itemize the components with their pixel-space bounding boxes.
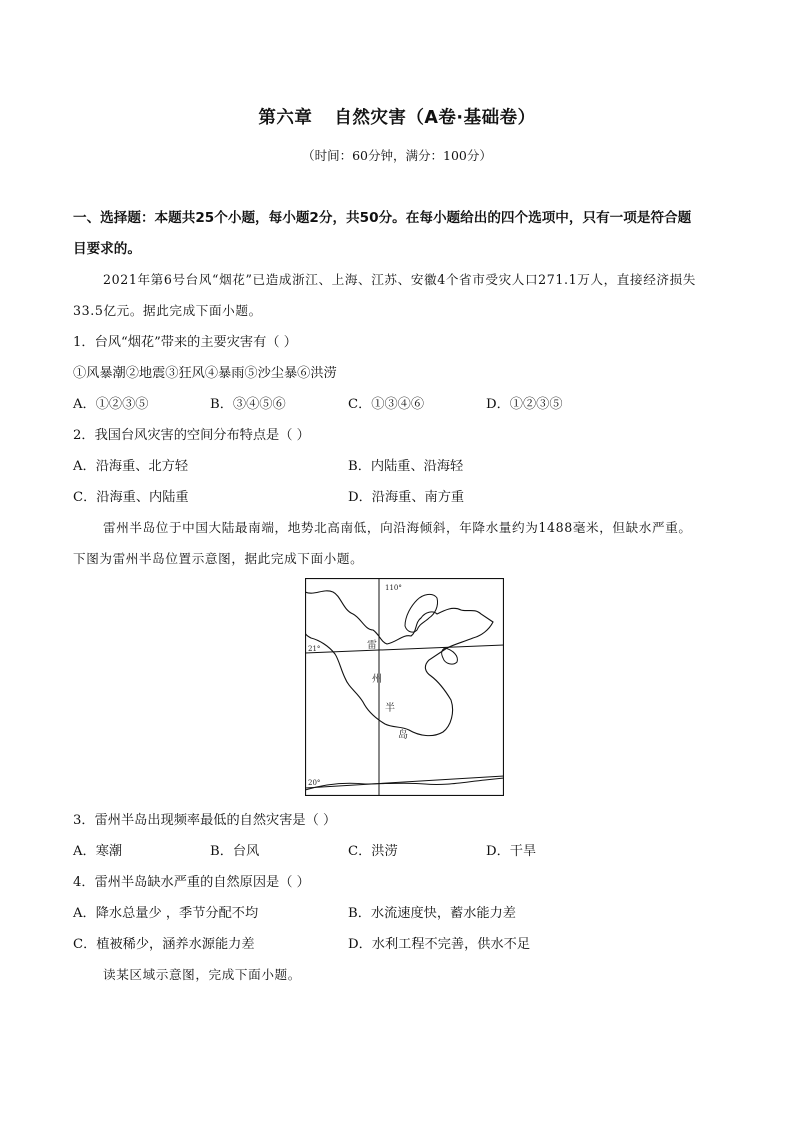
- question-2-stem: 2．我国台风灾害的空间分布特点是（ ）: [73, 428, 310, 443]
- q2-option-c[interactable]: C．沿海重、内陆重: [73, 490, 189, 505]
- question-1-list: ①风暴潮②地震③狂风④暴雨⑤沙尘暴⑥洪涝: [73, 366, 337, 381]
- q3-option-a[interactable]: A．寒潮: [73, 844, 123, 859]
- passage1-line1: 2021年第6号台风“烟花”已造成浙江、上海、江苏、安徽4个省市受灾人口271.1万人，直接经济损失: [103, 272, 696, 287]
- question-4-stem: 4．雷州半岛缺水严重的自然原因是（ ）: [73, 875, 310, 890]
- label-110: 110°: [385, 584, 402, 592]
- q1-option-d[interactable]: D．①②③⑤: [486, 397, 563, 412]
- leizhou-peninsula-map: [305, 578, 504, 796]
- label-21: 21°: [308, 645, 321, 653]
- exam-info: （时间：60分钟，满分：100分）: [302, 148, 492, 163]
- passage3-line1: 读某区域示意图，完成下面小题。: [103, 967, 301, 982]
- passage2-line2: 下图为雷州半岛位置示意图，据此完成下面小题。: [73, 551, 364, 566]
- chapter-title: 自然灾害（A卷·基础卷）: [334, 108, 536, 128]
- q1-option-c[interactable]: C．①③④⑥: [348, 397, 425, 412]
- q2-option-b[interactable]: B．内陆重、沿海轻: [348, 459, 464, 474]
- map-char-ban: 半: [385, 703, 395, 714]
- question-3-stem: 3．雷州半岛出现频率最低的自然灾害是（ ）: [73, 813, 337, 828]
- q2-option-a[interactable]: A．沿海重、北方轻: [73, 459, 189, 474]
- q2-option-d[interactable]: D．沿海重、南方重: [348, 490, 465, 505]
- q4-option-c[interactable]: C．植被稀少，涵养水源能力差: [73, 937, 255, 952]
- label-20: 20°: [308, 779, 321, 787]
- chapter-label: 第六章: [258, 108, 313, 128]
- question-1-stem: 1．台风“烟花”带来的主要灾害有（ ）: [73, 335, 297, 350]
- q1-option-b[interactable]: B．③④⑤⑥: [210, 397, 286, 412]
- section-instruction-line1: 一、选择题：本题共25个小题，每小题2分，共50分。在每小题给出的四个选项中，只有一项是符合题: [73, 210, 692, 226]
- q4-option-d[interactable]: D．水利工程不完善，供水不足: [348, 937, 531, 952]
- page-title: [0, 104, 794, 129]
- q3-option-b[interactable]: B．台风: [210, 844, 260, 859]
- map-char-dao: 岛: [398, 730, 408, 741]
- passage2-line1: 雷州半岛位于中国大陆最南端，地势北高南低，向沿海倾斜，年降水量约为1488毫米，但缺水严重。: [103, 520, 692, 535]
- q3-option-c[interactable]: C．洪涝: [348, 844, 398, 859]
- q1-option-a[interactable]: A．①②③⑤: [73, 397, 149, 412]
- section-instruction-line2: 目要求的。: [73, 241, 141, 257]
- map-char-lei: 雷: [367, 640, 377, 651]
- q4-option-b[interactable]: B．水流速度快，蓄水能力差: [348, 906, 516, 921]
- q3-option-d[interactable]: D．干旱: [486, 844, 537, 859]
- map-char-zhou: 州: [372, 674, 382, 685]
- q4-option-a[interactable]: A．降水总量少 ，季节分配不均: [73, 906, 259, 921]
- passage1-line2: 33.5亿元。据此完成下面小题。: [73, 303, 262, 318]
